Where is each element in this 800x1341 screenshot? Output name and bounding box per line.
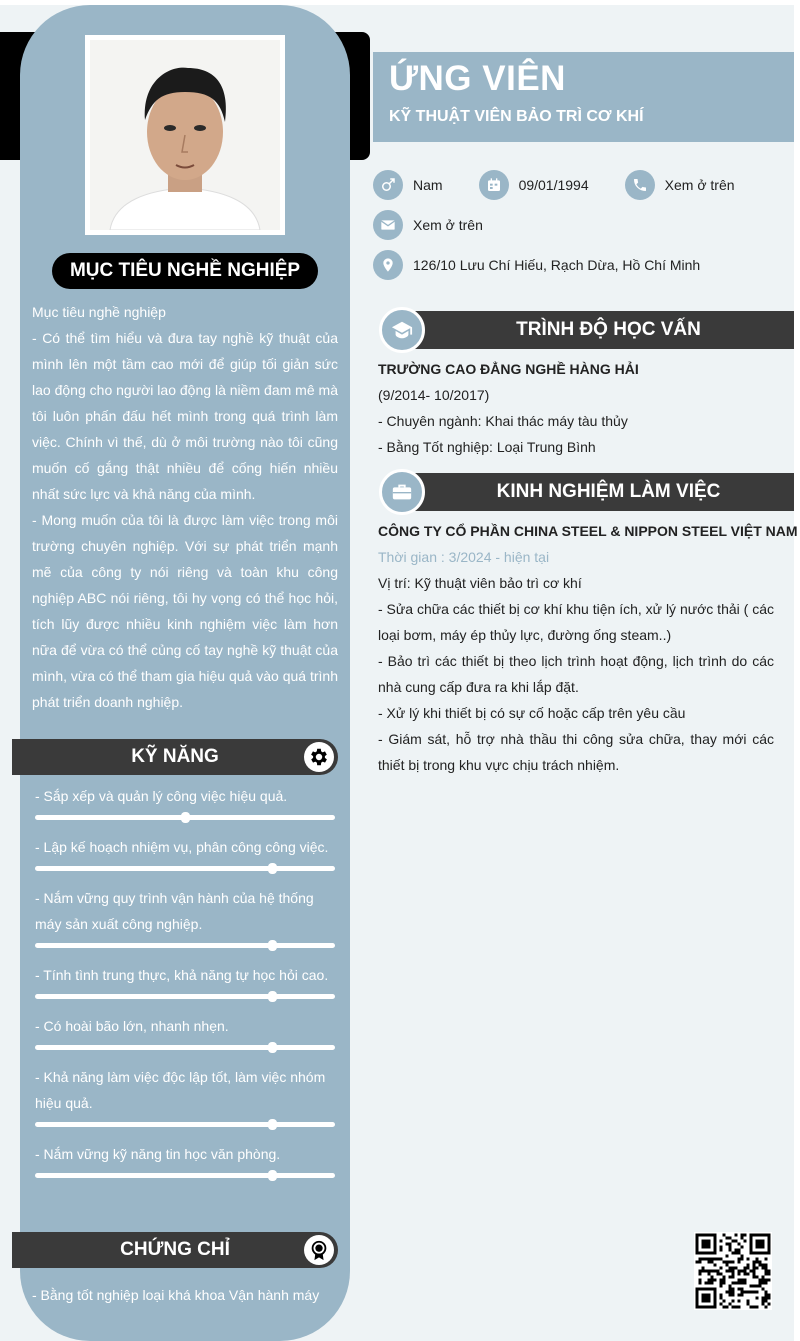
contact-row-2 <box>373 209 519 241</box>
experience-heading-label: KINH NGHIỆM LÀM VIỆC <box>399 473 794 511</box>
gender-value: Nam <box>413 177 443 193</box>
company-name: CÔNG TY CỔ PHẦN CHINA STEEL & NIPPON STEEL VIỆT NAM <box>378 523 798 539</box>
skill-label: - Nắm vững kỹ năng tin học văn phòng. <box>35 1146 281 1162</box>
skill-label: - Tính tình trung thực, khả năng tự học hỏi cao. <box>35 967 329 983</box>
skill-item <box>35 962 335 999</box>
skill-bar <box>35 994 335 999</box>
experience-duty: - Bảo trì các thiết bị theo lịch trình hoạt động, lịch trình do các nhà cung cấp đưa ra khi lắp đặt. <box>378 653 774 695</box>
birthdate-value: 09/01/1994 <box>518 177 589 193</box>
education-major: - Chuyên ngành: Khai thác máy tàu thủy <box>378 413 628 429</box>
skill-level-knob <box>268 1119 277 1130</box>
phone-icon <box>625 170 655 200</box>
skill-item <box>35 885 335 948</box>
skill-bar <box>35 943 335 948</box>
experience-duty: - Xử lý khi thiết bị có sự cố hoặc cấp trên yêu cầu <box>378 705 686 721</box>
skill-label: - Sắp xếp và quản lý công việc hiệu quả. <box>35 788 288 804</box>
experience-position: Vị trí: Kỹ thuật viên bảo trì cơ khí <box>378 575 582 591</box>
education-heading <box>379 311 794 349</box>
phone-value: Xem ở trên <box>664 177 735 193</box>
objective-line: - Có thể tìm hiểu và đưa tay nghề kỹ thuật của mình lên một tầm cao mới để giúp tối giản sức lao động cho người lao động là niềm đam mê mà tôi luôn phấn đấu hết mình trong quá trình làm việc. Chính vì thế, dù ở môi trường nào tôi cũng muốn cố gắng thật nhiều để cống hiến nhiều nhất sức lực và khả năng của mình. <box>32 330 338 502</box>
certificates-heading-label: CHỨNG CHỈ <box>120 1239 230 1260</box>
sidebar <box>20 5 350 1341</box>
certificates-heading <box>12 1232 338 1268</box>
skill-level-knob <box>268 1170 277 1181</box>
skill-label: - Lập kế hoạch nhiệm vụ, phân công công việc. <box>35 839 329 855</box>
objective-line: - Mong muốn của tôi là được làm việc trong môi trường chuyên nghiệp. Với sự phát triển mạnh mẽ của công ty nói riêng và toàn khu công nghiệp ABC nói riêng, tôi hy vọng có thể học hỏi, tích lũy được nhiều kinh nghiệm việc làm hơn nữa để vừa có thể củng cố tay nghề kỹ thuật của mình, vừa có thể tham gia hiệu quả vào quá trình phát triển doanh nghiệp. <box>32 512 338 710</box>
avatar-photo <box>85 35 285 235</box>
contact-row-1 <box>373 169 771 201</box>
skill-item <box>35 834 335 871</box>
education-heading-label: TRÌNH ĐỘ HỌC VẤN <box>399 311 794 349</box>
job-title: KỸ THUẬT VIÊN BẢO TRÌ CƠ KHÍ <box>389 108 644 125</box>
objective-heading: MỤC TIÊU NGHỀ NGHIỆP <box>52 253 318 289</box>
skills-heading <box>12 739 338 775</box>
address-value: 126/10 Lưu Chí Hiếu, Rạch Dừa, Hồ Chí Minh <box>413 257 701 273</box>
candidate-name: ỨNG VIÊN <box>389 59 566 98</box>
skill-level-knob <box>268 863 277 874</box>
skill-level-knob <box>268 1042 277 1053</box>
email-value: Xem ở trên <box>413 217 483 233</box>
skills-list <box>35 783 335 1192</box>
experience-time: Thời gian : 3/2024 - hiện tại <box>378 549 550 565</box>
skill-level-knob <box>181 812 190 823</box>
calendar-icon <box>479 170 509 200</box>
skill-item <box>35 1141 335 1178</box>
skill-label: - Khả năng làm việc độc lập tốt, làm việc nhóm hiệu quả. <box>35 1069 326 1111</box>
education-period: (9/2014- 10/2017) <box>378 387 490 403</box>
experience-duty: - Sửa chữa các thiết bị cơ khí khu tiện ích, xử lý nước thải ( các loại bơm, máy ép thủy lực, đường ống steam..) <box>378 601 774 643</box>
objective-text <box>32 299 338 715</box>
title-box <box>373 52 794 142</box>
experience-body <box>378 518 798 778</box>
experience-heading <box>379 473 794 511</box>
gear-icon <box>304 742 334 772</box>
skill-level-knob <box>268 940 277 951</box>
skill-bar <box>35 1045 335 1050</box>
skill-item <box>35 1013 335 1050</box>
graduation-cap-icon <box>379 307 425 353</box>
skill-item <box>35 1064 335 1127</box>
contact-row-3 <box>373 249 736 281</box>
skill-bar <box>35 815 335 820</box>
education-body <box>378 356 774 460</box>
objective-line: Mục tiêu nghề nghiệp <box>32 304 166 320</box>
skill-item <box>35 783 335 820</box>
envelope-icon <box>373 210 403 240</box>
skill-level-knob <box>268 991 277 1002</box>
skill-bar <box>35 866 335 871</box>
skills-heading-label: KỸ NĂNG <box>131 746 219 767</box>
briefcase-icon <box>379 469 425 515</box>
experience-duty: - Giám sát, hỗ trợ nhà thầu thi công sửa chữa, thay mới các thiết bị trong khu vực chịu trách nhiệm. <box>378 731 774 773</box>
gender-icon <box>373 170 403 200</box>
qr-code <box>694 1232 772 1310</box>
education-degree: - Bằng Tốt nghiệp: Loại Trung Bình <box>378 439 596 455</box>
award-icon <box>304 1235 334 1265</box>
skill-label: - Có hoài bão lớn, nhanh nhẹn. <box>35 1018 229 1034</box>
skill-bar <box>35 1122 335 1127</box>
school-name: TRƯỜNG CAO ĐẲNG NGHỀ HÀNG HẢI <box>378 361 639 377</box>
certificate-item: - Bằng tốt nghiệp loại khá khoa Vận hành máy <box>32 1287 320 1303</box>
skill-bar <box>35 1173 335 1178</box>
skill-label: - Nắm vững quy trình vận hành của hệ thống máy sản xuất công nghiệp. <box>35 890 314 932</box>
location-pin-icon <box>373 250 403 280</box>
